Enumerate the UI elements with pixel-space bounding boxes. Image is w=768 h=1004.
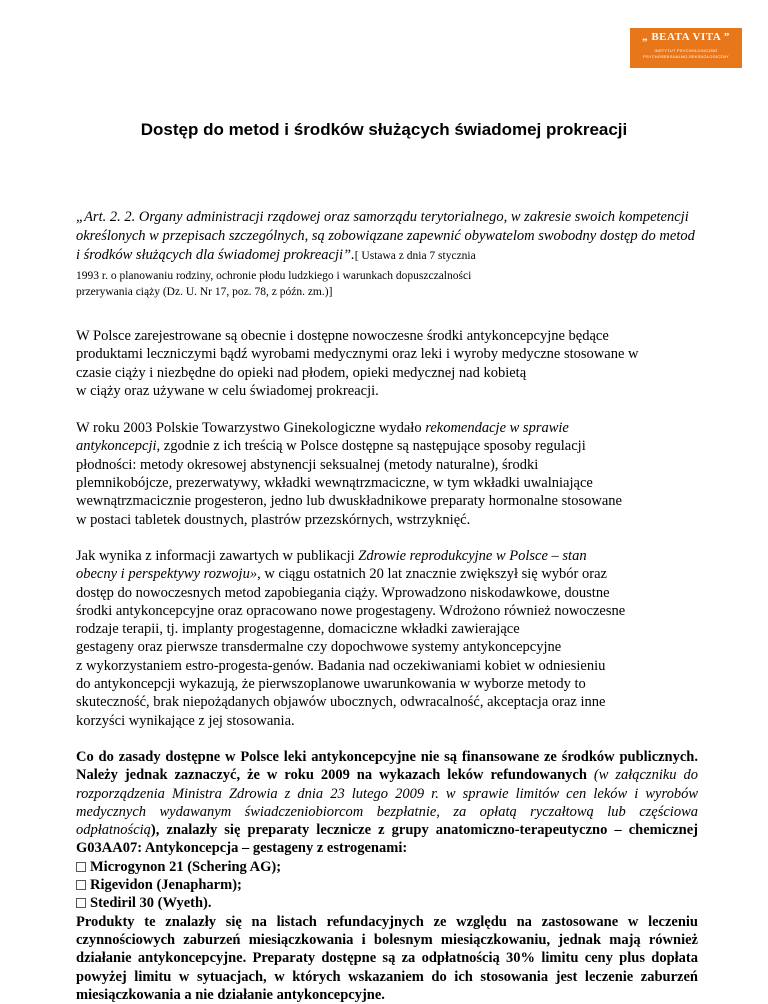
text-line: skuteczność, brak niepożądanych objawów ubocznych, odwracalność, akceptacja oraz inne	[76, 694, 606, 711]
text-line: gestageny oraz pierwsze transdermalne czy dopochwowe systemy antykoncepcyjne	[76, 639, 562, 656]
text-line: czasie ciąży i niezbędne do opieki nad płodem, opieki medycznej nad kobietą	[76, 364, 527, 381]
text-segment: (	[586, 767, 599, 784]
text-line: produktami leczniczymi bądź wyrobami medycznymi oraz leki i wyroby medyczne stosowane w	[76, 346, 639, 363]
text-bold: Co do zasady dostępne w Polsce leki antykoncepcyjne nie są finansowane ze środków publicznych. Należy jednak zaznaczyć, że w roku 2009 na wykazach leków refundowanych	[76, 748, 698, 784]
text-italic: Zdrowie reprodukcyjne w Polsce – stan	[358, 547, 587, 564]
text-line: płodności: metody okresowej abstynencji seksualnej (metody naturalne), środki	[76, 456, 539, 473]
text-line: w postaci tabletek doustnych, plastrów przezskórnych, wstrzyknięć.	[76, 511, 471, 528]
quote-text: „Art. 2. 2. Organy administracji rządowej oraz samorządu terytorialnego, w zakresie swoich kompetencji określonych w przepisach szczególnych, są zobowiązane zapewnić obywatelom swobodny dostęp do metod i środków służących dla świadomej prokreacji”.	[76, 209, 695, 263]
text-line: rodzaje terapii, tj. implanty progestagenne, domaciczne wkładki zawierające	[76, 621, 520, 638]
text-line: do antykoncepcji wykazują, że pierwszoplanowe uwarunkowania w wyborze metody to	[76, 676, 586, 693]
paragraph-registered-products	[76, 327, 698, 400]
text-line: wewnątrzmacicznie progesteron, jedno lub dwuskładnikowe preparaty hormonalne stosowane	[76, 493, 622, 510]
text-italic: antykoncepcji	[76, 438, 157, 455]
law-quote	[76, 208, 698, 266]
text-bold: ), znalazły się preparaty lecznicze z grupy anatomiczno-terapeutyczno – chemicznej G03AA07: Antykoncepcja – gestageny z estrogenami:	[76, 822, 698, 857]
list-item-text: Stediril 30 (Wyeth).	[90, 895, 212, 912]
text-italic: rekomendacje w sprawie	[425, 420, 569, 437]
logo-subtitle-line2: PSYCHOSEKSUALNO-SEKSUOLOGICZNY	[643, 54, 729, 59]
text-line: środki antykoncepcyjne oraz opracowano nowe progestageny. Wdrożono również nowoczesne	[76, 602, 626, 619]
page-title: Dostęp do metod i środków służących świadomej prokreacji	[140, 120, 628, 139]
list-item-text: Microgynon 21 (Schering AG);	[90, 858, 282, 875]
logo-subtitle-line1: INSTYTUT PSYCHOLOGICZNO	[654, 48, 718, 53]
quote-source-continuation	[76, 268, 698, 300]
text-line	[76, 419, 698, 437]
text-line: W Polsce zarejestrowane są obecnie i dostępne nowoczesne środki antykoncepcyjne będące	[76, 328, 609, 344]
checkbox-bullet-icon	[76, 862, 86, 872]
text-line: dostęp do nowoczesnych metod zapobiegania ciąży. Wprowadzono niskodawkowe, doustne	[76, 584, 610, 601]
quote-source-line: 1993 r. o planowaniu rodziny, ochronie płodu ludzkiego i warunkach dopuszczalności	[76, 270, 472, 282]
text-segment: , w ciągu ostatnich 20 lat znacznie zwiększył się wybór oraz	[257, 566, 607, 583]
list-item	[76, 894, 698, 912]
text-line: plemnikobójcze, prezerwatywy, wkładki wewnątrzmaciczne, w tym wkładki uwalniające	[76, 475, 593, 492]
paragraph-reproductive-health	[76, 547, 698, 730]
product-list	[76, 858, 698, 913]
checkbox-bullet-icon	[76, 880, 86, 890]
reimbursement-closing: Produkty te znalazły się na listach refundacyjnych ze względu na zastosowane w leczeniu czynnościowych zaburzeń miesiączkowania i bolesnym miesiączkowaniu, jednak mają również działanie antykoncepcyjne. Preparaty dostępne są za odpłatnością 30% limitu ceny plus dopłata powyżej limitu w sytuacjach, w których wskazaniem do ich stosowania jest leczenie zaburzeń miesiączkowania a nie działanie antykoncepcyjne.	[76, 913, 698, 1003]
quote-source-start: [ Ustawa z dnia 7 stycznia	[354, 250, 476, 262]
text-line	[76, 547, 698, 565]
list-item	[76, 876, 698, 894]
list-item	[76, 858, 698, 876]
reimbursement-intro	[76, 748, 698, 858]
document-body	[76, 208, 698, 1004]
text-italic: w załączniku do rozporządzenia Ministra Zdrowia z dnia 23 lutego 2009 r. w sprawie limitów cen leków i wyrobów medycznych wydawanym świadczeniobiorcom bezpłatnie, za opłatą ryczałtową lub częściowa odpłatnością	[76, 767, 698, 839]
text-segment: , zgodnie z ich treścią w Polsce dostępne są następujące sposoby regulacji	[156, 438, 586, 455]
logo-subtitle	[630, 48, 742, 60]
text-line: z wykorzystaniem estro-progesta-genów. Badania nad oczekiwaniami kobiet w odniesieniu	[76, 657, 606, 674]
paragraph-reimbursement	[76, 748, 698, 1004]
beata-vita-logo	[630, 28, 742, 68]
logo-name: „ BEATA VITA ”	[642, 31, 730, 43]
text-line: w ciąży oraz używane w celu świadomej prokreacji.	[76, 382, 379, 399]
checkbox-bullet-icon	[76, 898, 86, 908]
paragraph-ptg-recommendations	[76, 419, 698, 529]
list-item-text: Rigevidon (Jenapharm);	[90, 877, 242, 894]
text-segment: W roku 2003 Polskie Towarzystwo Ginekologiczne wydało	[76, 420, 426, 437]
text-line	[76, 565, 698, 583]
text-line: korzyści wynikające z jej stosowania.	[76, 712, 295, 729]
text-line	[76, 437, 698, 455]
text-segment: Jak wynika z informacji zawartych w publikacji	[76, 547, 359, 564]
text-italic: obecny i perspektywy rozwoju»	[76, 566, 258, 583]
quote-source-line: przerywania ciąży (Dz. U. Nr 17, poz. 78, z późn. zm.)]	[76, 286, 333, 298]
